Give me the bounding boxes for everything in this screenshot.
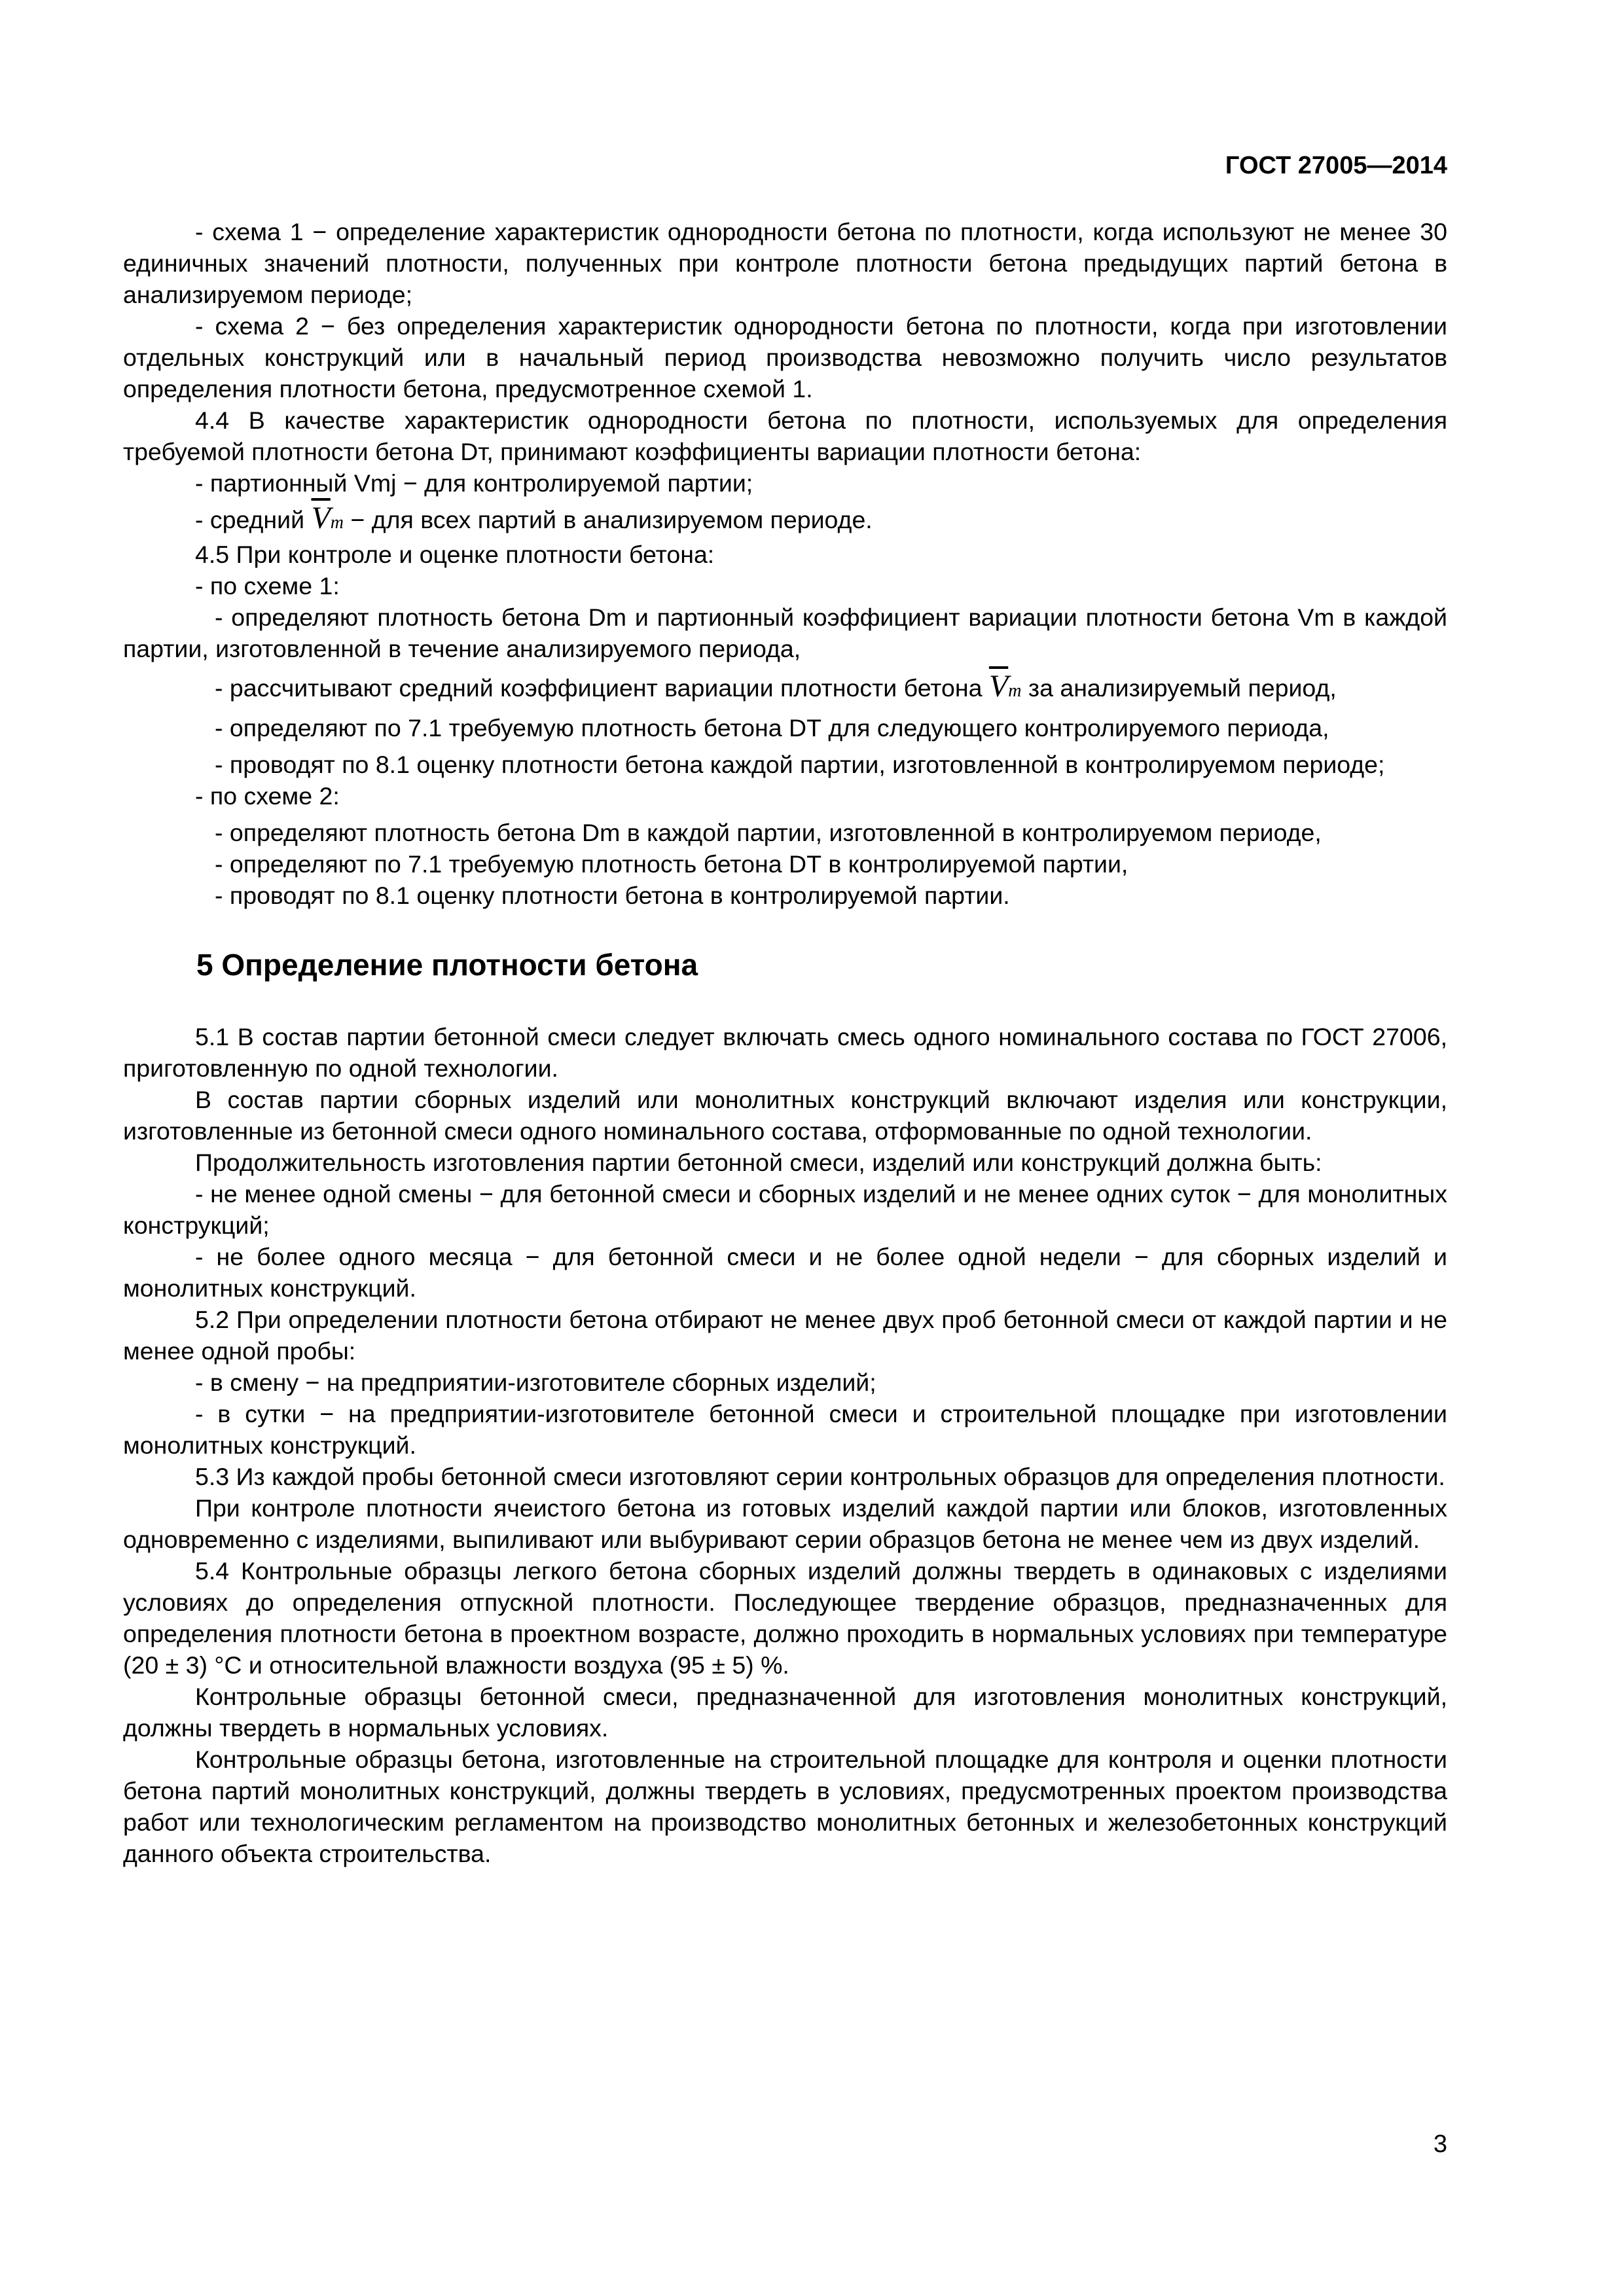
paragraph-with-formula	[123, 503, 1447, 539]
paragraph: 5.2 При определении плотности бетона отбирают не менее двух проб бетонной смеси от каждой партии и не менее одной пробы:	[123, 1306, 1447, 1365]
mean-variation-symbol: $\overline{V}$	[311, 501, 331, 535]
paragraph: - проводят по 8.1 оценку плотности бетона в контролируемой партии.	[215, 882, 1010, 909]
page-body	[123, 216, 1447, 1869]
paragraph: - определяют плотность бетона Dm в каждой партии, изготовленной в контролируемом периоде,	[215, 819, 1322, 846]
paragraph: 5.4 Контрольные образцы легкого бетона сборных изделий должны твердеть в одинаковых с изделиями условиях до определения отпускной плотности. Последующее твердение образцов, предназначенных для определения плотности бетона в проектном возрасте, должно проходить в нормальных условиях при температуре (20 ± 3) °С и относительной влажности воздуха (95 ± 5) %.	[123, 1557, 1447, 1679]
paragraph: - в сутки − на предприятии-изготовителе бетонной смеси и строительной площадке при изготовлении монолитных конструкций.	[123, 1400, 1447, 1459]
paragraph: Контрольные образцы бетона, изготовленные на строительной площадке для контроля и оценки плотности бетона партий монолитных конструкций, должны твердеть в условиях, предусмотренных проектом производства работ или технологическим регламентом на производство монолитных бетонных и железобетонных конструкций данного объекта строительства.	[123, 1746, 1447, 1867]
paragraph: Продолжительность изготовления партии бетонной смеси, изделий или конструкций должна быть:	[195, 1149, 1322, 1176]
paragraph: - схема 2 − без определения характеристик однородности бетона по плотности, когда при изготовлении отдельных конструкций или в начальный период производства невозможно получить число результатов определения плотности бетона, предусмотренное схемой 1.	[123, 312, 1447, 403]
mean-variation-symbol: $\overline{V}$	[988, 669, 1009, 704]
text: за анализируемый период,	[1021, 674, 1337, 702]
text: - рассчитывают средний коэффициент вариации плотности бетона	[215, 674, 989, 702]
paragraph: - не более одного месяца − для бетонной смеси и не более одной недели − для сборных изделий и монолитных конструкций.	[123, 1243, 1447, 1302]
page-number: 3	[1433, 2130, 1447, 2158]
paragraph: 5.1 В состав партии бетонной смеси следует включать смесь одного номинального состава по ГОСТ 27006, приготовленную по одной технологии.	[123, 1023, 1447, 1082]
paragraph: - проводят по 8.1 оценку плотности бетона каждой партии, изготовленной в контролируемом периоде;	[215, 751, 1385, 778]
paragraph-with-formula	[123, 671, 1447, 707]
paragraph: - в смену − на предприятии-изготовителе сборных изделий;	[195, 1369, 876, 1396]
paragraph: При контроле плотности ячеистого бетона из готовых изделий каждой партии или блоков, изготовленных одновременно с изделиями, выпиливают или выбуривают серии образцов бетона не менее чем из двух изделий.	[123, 1494, 1447, 1553]
paragraph: - по схеме 2:	[195, 782, 340, 810]
paragraph: - по схеме 1:	[195, 572, 340, 600]
paragraph: - определяют по 7.1 требуемую плотность бетона DТ в контролируемой партии,	[215, 850, 1128, 878]
paragraph: 4.4 В качестве характеристик однородности бетона по плотности, используемых для определения требуемой плотности бетона Dт, принимают коэффициенты вариации плотности бетона:	[123, 406, 1447, 465]
subscript: m	[330, 512, 344, 533]
paragraph: - не менее одной смены − для бетонной смеси и сборных изделий и не менее одних суток − для монолитных конструкций;	[123, 1180, 1447, 1239]
text: - средний	[195, 506, 312, 533]
paragraph: В состав партии сборных изделий или монолитных конструкций включают изделия или конструкции, изготовленные из бетонной смеси одного номинального состава, отформованные по одной технологии.	[123, 1086, 1447, 1145]
paragraph: - схема 1 − определение характеристик однородности бетона по плотности, когда используют не менее 30 единичных значений плотности, полученных при контроле плотности бетона предыдущих партий бетона в анализируемом периоде;	[123, 218, 1447, 308]
paragraph: - определяют плотность бетона Dm и партионный коэффициент вариации плотности бетона Vm в каждой партии, изготовленной в течение анализируемого периода,	[123, 603, 1447, 662]
paragraph: - определяют по 7.1 требуемую плотность бетона DТ для следующего контролируемого периода,	[215, 714, 1329, 742]
document-code: ГОСТ 27005—2014	[1225, 152, 1447, 179]
text: − для всех партий в анализируемом периоде.	[344, 506, 873, 533]
paragraph: 4.5 При контроле и оценке плотности бетона:	[195, 541, 715, 568]
paragraph: 5.3 Из каждой пробы бетонной смеси изготовляют серии контрольных образцов для определения плотности.	[195, 1463, 1445, 1490]
subscript: m	[1008, 681, 1022, 701]
paragraph: Контрольные образцы бетонной смеси, предназначенной для изготовления монолитных конструкций, должны твердеть в нормальных условиях.	[123, 1683, 1447, 1742]
section-heading: 5 Определение плотности бетона	[196, 948, 698, 982]
paragraph: - партионный Vmj − для контролируемой партии;	[195, 469, 753, 497]
